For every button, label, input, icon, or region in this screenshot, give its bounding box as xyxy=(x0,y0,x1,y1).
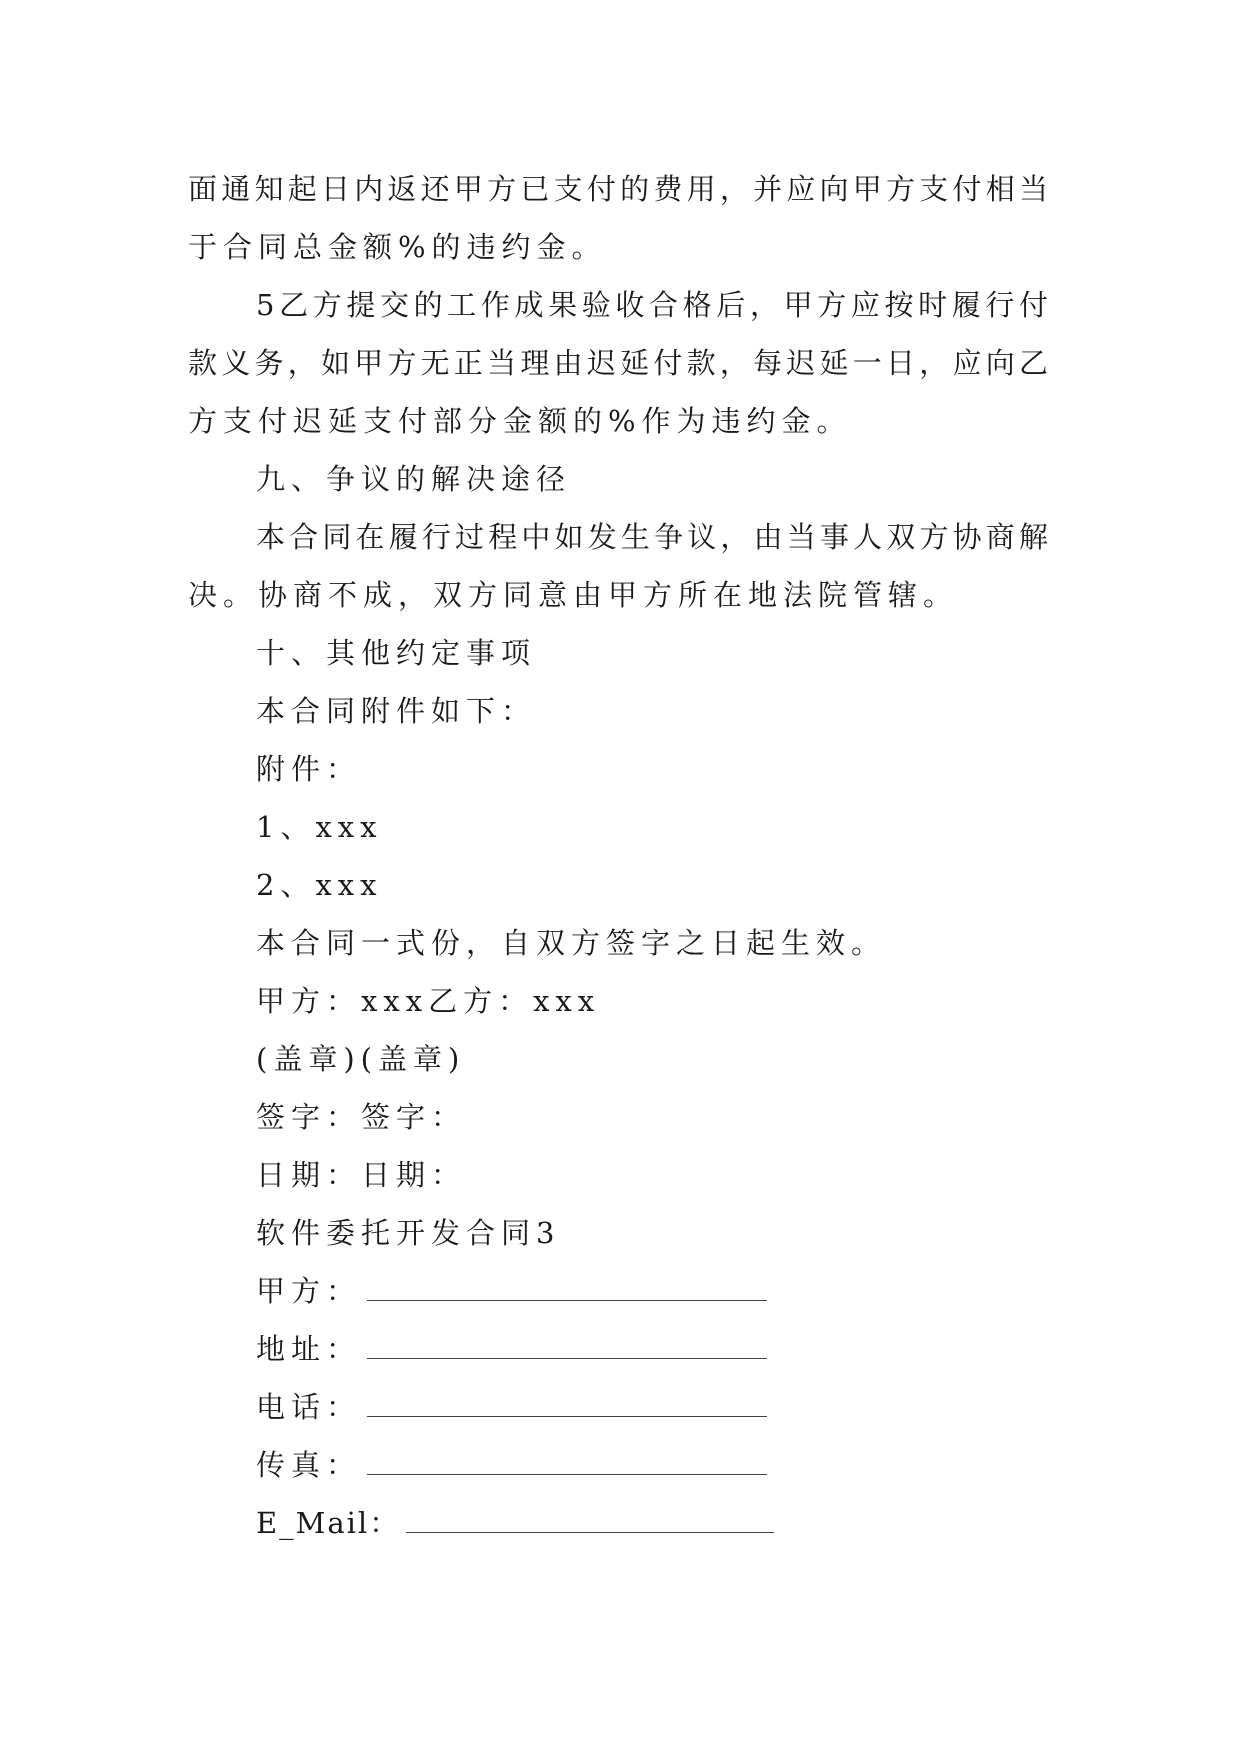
form-field-party-a xyxy=(188,1262,1048,1320)
attachments-intro: 本合同附件如下： xyxy=(256,694,537,728)
blank-fill-line xyxy=(406,1502,774,1533)
copies-clause: 本合同一式份，自双方签字之日起生效。 xyxy=(256,926,887,960)
attachments-label: 附件： xyxy=(256,752,362,786)
field-label: E_Mail： xyxy=(256,1506,401,1540)
field-label: 电话： xyxy=(256,1390,362,1424)
field-label: 地址： xyxy=(256,1332,362,1366)
paragraph-line: 决。协商不成，双方同意由甲方所在地法院管辖。 xyxy=(188,578,959,612)
field-label: 传真： xyxy=(256,1448,362,1482)
field-label: 甲方： xyxy=(256,1274,362,1308)
paragraph-line: 于合同总金额%的违约金。 xyxy=(188,230,607,264)
blank-fill-line xyxy=(367,1444,767,1475)
paragraph-line: 面通知起日内返还甲方已支付的费用，并应向甲方支付相当 xyxy=(188,172,1048,206)
paragraph-line: 方支付迟延支付部分金额的%作为违约金。 xyxy=(188,404,852,438)
signature-line: 签字：签字： xyxy=(256,1100,467,1134)
paragraph-line: 本合同在履行过程中如发生争议，由当事人双方协商解 xyxy=(256,520,1048,554)
parties-line: 甲方：xxx乙方：xxx xyxy=(256,984,601,1018)
form-field-address xyxy=(188,1320,1048,1378)
document-page xyxy=(188,160,1048,1552)
attachment-item: 2、xxx xyxy=(256,868,383,902)
form-field-phone xyxy=(188,1378,1048,1436)
date-line: 日期：日期： xyxy=(256,1158,467,1192)
section-heading-10: 十、其他约定事项 xyxy=(256,636,537,670)
blank-fill-line xyxy=(367,1328,767,1359)
form-field-fax xyxy=(188,1436,1048,1494)
paragraph-line: 款义务，如甲方无正当理由迟延付款，每迟延一日，应向乙 xyxy=(188,346,1048,380)
attachment-item: 1、xxx xyxy=(256,810,383,844)
paragraph-line: 5乙方提交的工作成果验收合格后，甲方应按时履行付 xyxy=(256,288,1048,322)
section-heading-9: 九、争议的解决途径 xyxy=(256,462,572,496)
contract-title: 软件委托开发合同3 xyxy=(256,1216,561,1250)
blank-fill-line xyxy=(367,1386,767,1417)
form-field-email xyxy=(188,1494,1048,1552)
seal-line: (盖章)(盖章) xyxy=(256,1042,466,1076)
blank-fill-line xyxy=(367,1270,767,1301)
